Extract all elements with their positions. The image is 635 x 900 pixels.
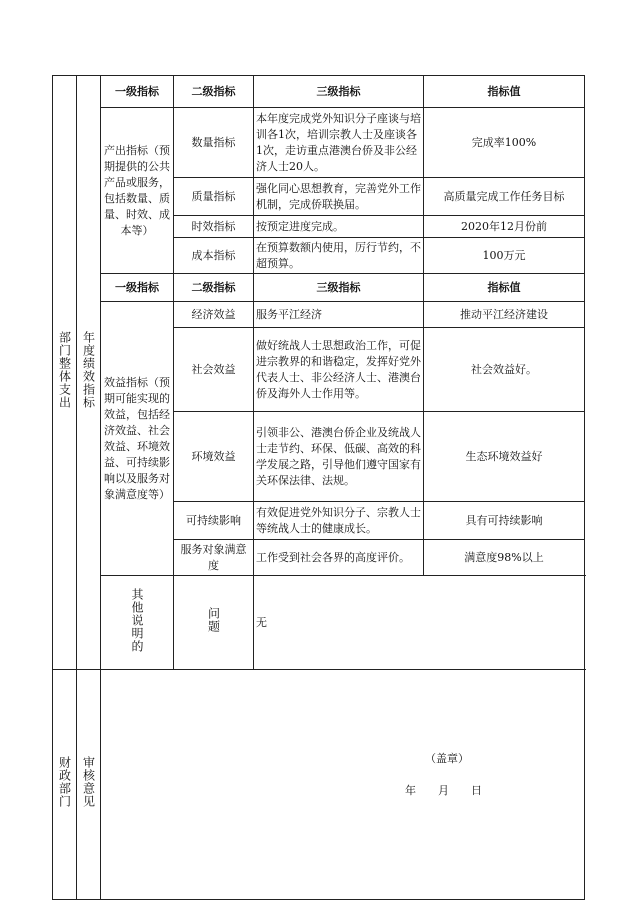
output-value-quantity: 完成率100% bbox=[424, 108, 585, 178]
output-level2-quantity: 数量指标 bbox=[174, 108, 254, 178]
performance-table bbox=[52, 75, 585, 900]
section-label-finance-dept: 财政部门 bbox=[53, 670, 77, 900]
section-label-other-notes: 其他说明的 bbox=[101, 576, 174, 670]
header2-level2: 二级指标 bbox=[174, 274, 254, 302]
other-notes-content: 无 bbox=[254, 576, 585, 670]
effect-level2-sustainability: 可持续影响 bbox=[174, 502, 254, 540]
output-level2-cost: 成本指标 bbox=[174, 238, 254, 274]
output-value-cost: 100万元 bbox=[424, 238, 585, 274]
effect-indicator-label: 效益指标（预期可能实现的效益，包括经济效益、社会效益、环境效益、可持续影响以及服务对象满意度等） bbox=[101, 302, 174, 576]
effect-value-environment: 生态环境效益好 bbox=[424, 412, 585, 502]
header-level2: 二级指标 bbox=[174, 76, 254, 108]
output-level2-timeliness: 时效指标 bbox=[174, 216, 254, 238]
header2-level3: 三级指标 bbox=[254, 274, 424, 302]
header2-value: 指标值 bbox=[424, 274, 585, 302]
header-level3: 三级指标 bbox=[254, 76, 424, 108]
output-indicator-label: 产出指标（预期提供的公共产品或服务，包括数量、质量、时效、成本等） bbox=[101, 108, 174, 274]
seal-placeholder: （盖章） bbox=[425, 752, 469, 765]
section-label-dept-expense: 部门整体支出 bbox=[53, 76, 77, 670]
output-level2-quality: 质量指标 bbox=[174, 178, 254, 216]
output-value-timeliness: 2020年12月份前 bbox=[424, 216, 585, 238]
effect-level2-social: 社会效益 bbox=[174, 328, 254, 412]
header-value: 指标值 bbox=[424, 76, 585, 108]
output-level3-quantity: 本年度完成党外知识分子座谈与培训各1次，培训宗教人士及座谈各1次，走访重点港澳台侨及非公经济人士20人。 bbox=[254, 108, 424, 178]
effect-level3-environment: 引领非公、港澳台侨企业及统战人士走节约、环保、低碳、高效的科学发展之路，引导他们遵守国家有关环保法律、法规。 bbox=[254, 412, 424, 502]
effect-level3-economic: 服务平江经济 bbox=[254, 302, 424, 328]
finance-review-content bbox=[101, 670, 585, 900]
output-level3-cost: 在预算数额内使用，厉行节约，不超预算。 bbox=[254, 238, 424, 274]
section-label-review-opinion: 审核意见 bbox=[77, 670, 101, 900]
effect-level3-social: 做好统战人士思想政治工作，可促进宗教界的和谐稳定，发挥好党外代表人士、非公经济人士、港澳台侨及海外人士作用等。 bbox=[254, 328, 424, 412]
effect-value-satisfaction: 满意度98%以上 bbox=[424, 540, 585, 576]
section-label-issues: 问题 bbox=[174, 576, 254, 670]
output-value-quality: 高质量完成工作任务目标 bbox=[424, 178, 585, 216]
header2-level1: 一级指标 bbox=[101, 274, 174, 302]
effect-level2-economic: 经济效益 bbox=[174, 302, 254, 328]
effect-level3-sustainability: 有效促进党外知识分子、宗教人士等统战人士的健康成长。 bbox=[254, 502, 424, 540]
effect-level2-satisfaction: 服务对象满意度 bbox=[174, 540, 254, 576]
output-level3-timeliness: 按预定进度完成。 bbox=[254, 216, 424, 238]
effect-value-sustainability: 具有可持续影响 bbox=[424, 502, 585, 540]
output-level3-quality: 强化同心思想教育，完善党外工作机制，完成侨联换届。 bbox=[254, 178, 424, 216]
effect-value-economic: 推动平江经济建设 bbox=[424, 302, 585, 328]
effect-level2-environment: 环境效益 bbox=[174, 412, 254, 502]
section-label-annual-indicators: 年度绩效指标 bbox=[77, 76, 101, 670]
header-level1: 一级指标 bbox=[101, 76, 174, 108]
effect-level3-satisfaction: 工作受到社会各界的高度评价。 bbox=[254, 540, 424, 576]
effect-value-social: 社会效益好。 bbox=[424, 328, 585, 412]
review-date: 年 月 日 bbox=[405, 784, 482, 797]
